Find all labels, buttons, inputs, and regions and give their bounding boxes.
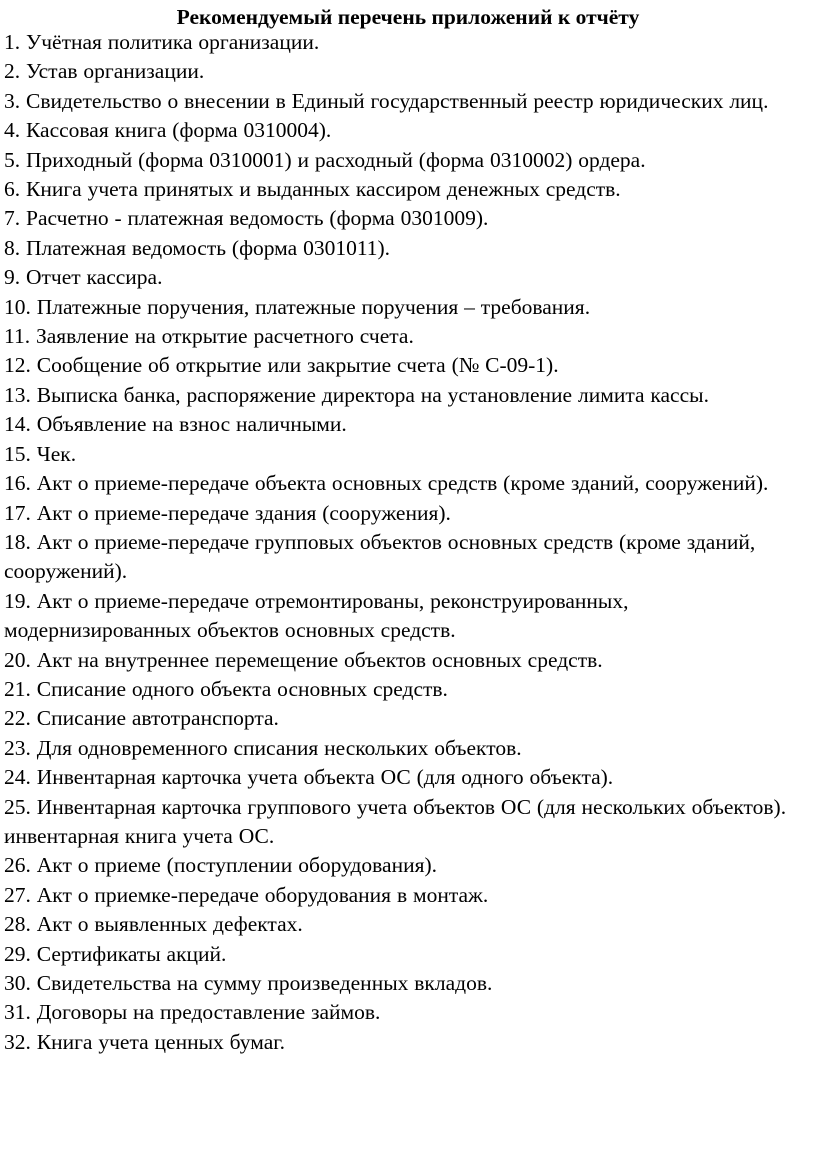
list-item: 32. Книга учета ценных бумаг. <box>4 1029 286 1054</box>
list-item: 5. Приходный (форма 0310001) и расходный (форма 0310002) ордера. <box>4 147 646 172</box>
list-item: 25. Инвентарная карточка группового учета объектов ОС (для нескольких объектов). инвентарная книга учета ОС. <box>4 794 787 848</box>
list-item: 8. Платежная ведомость (форма 0301011). <box>4 235 391 260</box>
list-item: 19. Акт о приеме-передаче отремонтированы, реконструированных, модернизированных объектов основных средств. <box>4 588 629 643</box>
list-item: 14. Объявление на взнос наличными. <box>4 412 347 437</box>
list-item: 1. Учётная политика организации. <box>4 30 320 54</box>
list-item: 17. Акт о приеме-передаче здания (сооружения). <box>4 500 451 525</box>
document-title: Рекомендуемый перечень приложений к отчёту <box>176 5 640 29</box>
list-item: 18. Акт о приеме-передаче групповых объектов основных средств (кроме зданий, сооружений). <box>4 529 756 584</box>
list-item: 22. Списание автотранспорта. <box>4 706 279 731</box>
list-item: 16. Акт о приеме-передаче объекта основных средств (кроме зданий, сооружений). <box>4 471 769 496</box>
list-item: 7. Расчетно - платежная ведомость (форма 0301009). <box>4 206 489 231</box>
list-item: 23. Для одновременного списания нескольких объектов. <box>4 735 522 760</box>
list-item: 9. Отчет кассира. <box>4 265 163 290</box>
appendix-list <box>4 28 814 1057</box>
list-item: 31. Договоры на предоставление займов. <box>4 1000 381 1025</box>
list-item: 21. Списание одного объекта основных средств. <box>4 676 448 701</box>
list-item: 13. Выписка банка, распоряжение директора на установление лимита кассы. <box>4 382 709 407</box>
list-item: 26. Акт о приеме (поступлении оборудования). <box>4 853 438 878</box>
list-item: 6. Книга учета принятых и выданных кассиром денежных средств. <box>4 177 621 202</box>
list-item: 20. Акт на внутреннее перемещение объектов основных средств. <box>4 647 603 672</box>
list-item: 30. Свидетельства на сумму произведенных вкладов. <box>4 971 493 995</box>
list-item: 28. Акт о выявленных дефектах. <box>4 912 303 937</box>
list-item: 3. Свидетельство о внесении в Единый государственный реестр юридических лиц. <box>4 88 769 113</box>
list-item: 4. Кассовая книга (форма 0310004). <box>4 118 332 143</box>
list-item: 29. Сертификаты акций. <box>4 941 227 966</box>
list-item: 10. Платежные поручения, платежные поручения – требования. <box>4 294 591 319</box>
list-item: 12. Сообщение об открытие или закрытие счета (№ С-09-1). <box>4 353 559 378</box>
list-item: 27. Акт о приемке-передаче оборудования в монтаж. <box>4 882 489 907</box>
list-item: 2. Устав организации. <box>4 59 205 84</box>
list-item: 15. Чек. <box>4 441 77 466</box>
list-item: 11. Заявление на открытие расчетного счета. <box>4 324 414 349</box>
list-item: 24. Инвентарная карточка учета объекта ОС (для одного объекта). <box>4 765 614 790</box>
